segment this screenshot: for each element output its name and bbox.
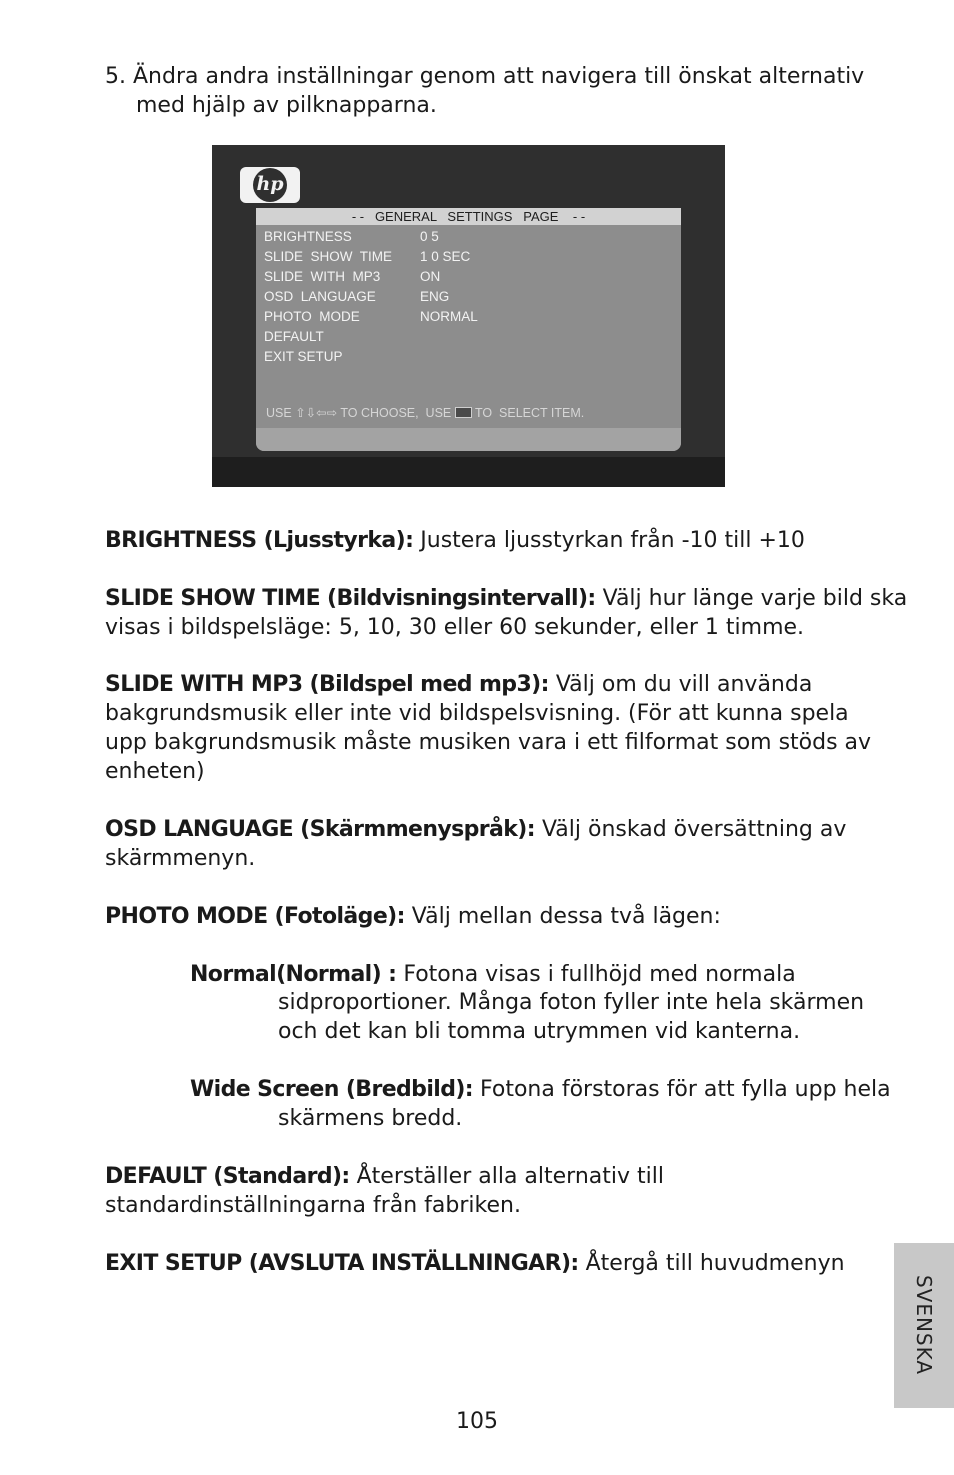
desc-slide-show-time-line2: visas i bildspelsläge: 5, 10, 30 eller 60 sekunder, eller 1 timme. [105, 615, 805, 640]
desc-slide-with-mp3: SLIDE WITH MP3 (Bildspel med mp3): Välj om du vill använda [105, 672, 813, 697]
menu-hint: USE ⇧⇩⇦⇨ TO CHOOSE, USE TO SELECT ITEM. [266, 406, 585, 420]
menu-row-osd-language: OSD LANGUAGE ENG [264, 289, 450, 304]
menu-row-photo-mode: PHOTO MODE NORMAL [264, 309, 478, 324]
desc-brightness: BRIGHTNESS (Ljusstyrka): Justera ljusstyrkan från -10 till +10 [105, 528, 805, 553]
desc-normal: Normal(Normal) : Fotona visas i fullhöjd med normala [190, 962, 796, 987]
menu-row-slide-with-mp3: SLIDE WITH MP3 ON [264, 269, 441, 284]
desc-default: DEFAULT (Standard): Återställer alla alternativ till [105, 1164, 664, 1189]
menu-header: - - GENERAL SETTINGS PAGE - - [256, 208, 681, 225]
step-5-text-continued: med hjälp av pilknapparna. [136, 93, 437, 118]
menu-row-default: DEFAULT [264, 329, 324, 344]
general-settings-menu [256, 208, 681, 451]
desc-slide-show-time: SLIDE SHOW TIME (Bildvisningsintervall): Välj hur länge varje bild ska [105, 586, 908, 611]
hp-logo: hp [240, 167, 300, 203]
menu-row-slide-show-time: SLIDE SHOW TIME 1 0 SEC [264, 249, 471, 264]
desc-slide-with-mp3-line4: enheten) [105, 759, 205, 784]
desc-osd-language-line2: skärmmenyn. [105, 846, 256, 871]
desc-wide-screen-line2: skärmens bredd. [278, 1106, 463, 1131]
desc-osd-language: OSD LANGUAGE (Skärmmenyspråk): Välj önskad översättning av [105, 817, 847, 842]
osd-screenshot [212, 145, 725, 487]
page-number: 105 [456, 1409, 498, 1434]
desc-photo-mode: PHOTO MODE (Fotoläge): Välj mellan dessa två lägen: [105, 904, 721, 929]
side-tab-label: SVENSKA [912, 1274, 936, 1376]
desc-normal-line2: sidproportioner. Många foton fyller inte hela skärmen [278, 990, 865, 1015]
desc-slide-with-mp3-line3: upp bakgrundsmusik måste musiken vara i ett filformat som stöds av [105, 730, 872, 755]
screen-bottom-bar [212, 457, 725, 487]
menu-footer [256, 428, 681, 451]
menu-row-exit-setup: EXIT SETUP [264, 349, 343, 364]
step-5-text: 5. Ändra andra inställningar genom att navigera till önskat alternativ [105, 64, 865, 89]
desc-normal-line3: och det kan bli tomma utrymmen vid kanterna. [278, 1019, 801, 1044]
desc-exit-setup: EXIT SETUP (AVSLUTA INSTÄLLNINGAR): Återgå till huvudmenyn [105, 1251, 845, 1276]
menu-row-brightness: BRIGHTNESS 0 5 [264, 229, 439, 244]
arrow-keys-icon: ⇧⇩⇦⇨ [295, 406, 338, 420]
desc-wide-screen: Wide Screen (Bredbild): Fotona förstoras för att fylla upp hela [190, 1077, 891, 1102]
desc-default-line2: standardinställningarna från fabriken. [105, 1193, 521, 1218]
language-side-tab [894, 1243, 954, 1408]
enter-key-icon [455, 407, 472, 418]
desc-slide-with-mp3-line2: bakgrundsmusik eller inte vid bildspelsvisning. (För att kunna spela [105, 701, 849, 726]
